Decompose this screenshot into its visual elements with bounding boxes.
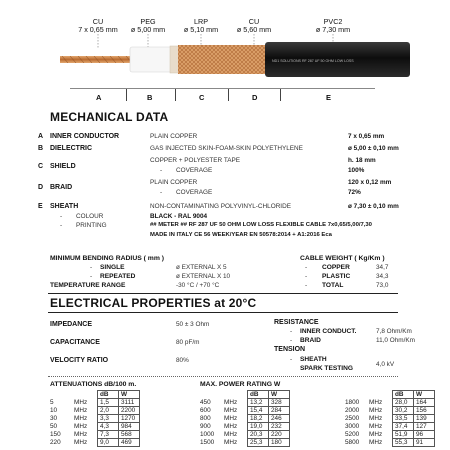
attenuation-db-cell: 20,3 bbox=[248, 431, 269, 439]
inner-conductor bbox=[60, 56, 135, 63]
colour-dash: - bbox=[60, 213, 63, 220]
power-w-cell: 232 bbox=[269, 423, 290, 431]
attenuation-db-cell: 7,3 bbox=[98, 431, 119, 439]
attenuation-db-cell: 19,0 bbox=[248, 423, 269, 431]
letter-e: E bbox=[326, 93, 332, 102]
repeated-dash: - bbox=[90, 273, 93, 280]
plastic-dash: - bbox=[305, 273, 308, 280]
table-row bbox=[98, 423, 140, 431]
frequency-unit: MHz bbox=[369, 439, 383, 446]
frequency-value: 900 bbox=[200, 423, 211, 430]
layer-name: PEG bbox=[140, 17, 156, 26]
single-dash: - bbox=[90, 264, 93, 271]
copper-value: 34,7 bbox=[376, 264, 389, 271]
frequency-value: 1800 bbox=[345, 399, 360, 406]
frequency-unit: MHz bbox=[369, 423, 383, 430]
letter-row-top bbox=[70, 88, 375, 89]
velocity-label: VELOCITY RATIO bbox=[50, 357, 109, 364]
electrical-title: ELECTRICAL PROPERTIES at 20°C bbox=[50, 296, 257, 310]
table-row bbox=[393, 399, 435, 407]
electrical-rule-top bbox=[48, 293, 398, 294]
impedance-label: IMPEDANCE bbox=[50, 321, 93, 328]
inner-dash: - bbox=[290, 328, 293, 335]
letter-divider bbox=[228, 89, 229, 101]
power-w-cell: 127 bbox=[414, 423, 435, 431]
table-row bbox=[393, 423, 435, 431]
attenuation-db-cell: 13,2 bbox=[248, 399, 269, 407]
repeated-value: ø EXTERNAL X 10 bbox=[176, 273, 231, 280]
frequency-value: 220 bbox=[50, 439, 61, 446]
w-column-header: W bbox=[414, 391, 435, 399]
mech-row-sub-dash: - bbox=[160, 189, 163, 196]
velocity-value: 80% bbox=[176, 357, 189, 364]
frequency-unit: MHz bbox=[224, 415, 238, 422]
single-label: SINGLE bbox=[100, 264, 125, 271]
printing-dash: - bbox=[60, 222, 63, 229]
power-w-cell: 328 bbox=[269, 399, 290, 407]
mech-row-sub-value: 72% bbox=[348, 189, 361, 196]
power-w-cell: 156 bbox=[414, 407, 435, 415]
power-w-cell: 469 bbox=[119, 439, 140, 447]
mech-row-value: ø 7,30 ± 0,10 mm bbox=[348, 203, 399, 210]
frequency-unit: MHz bbox=[224, 423, 238, 430]
frequency-unit: MHz bbox=[74, 407, 88, 414]
table-row bbox=[248, 407, 290, 415]
mech-row-value: 120 x 0,12 mm bbox=[348, 179, 392, 186]
frequency-value: 2500 bbox=[345, 415, 360, 422]
letter-divider bbox=[175, 89, 176, 101]
attenuation-db-cell: 18,2 bbox=[248, 415, 269, 423]
frequency-value: 5200 bbox=[345, 431, 360, 438]
frequency-value: 150 bbox=[50, 431, 61, 438]
power-w-cell: 180 bbox=[269, 439, 290, 447]
layer-name: PVC2 bbox=[323, 17, 343, 26]
tables-rule-top bbox=[48, 376, 398, 377]
frequency-unit: MHz bbox=[369, 399, 383, 406]
frequency-unit: MHz bbox=[224, 407, 238, 414]
table-row bbox=[98, 439, 140, 447]
spark-testing-label: SPARK TESTING bbox=[300, 365, 353, 372]
mech-row-value: ø 5,00 ± 0,10 mm bbox=[348, 145, 399, 152]
braid-dash: - bbox=[290, 337, 293, 344]
mech-row-label: INNER CONDUCTOR bbox=[50, 133, 120, 140]
attenuation-db-cell: 51,9 bbox=[393, 431, 414, 439]
table-row bbox=[98, 399, 140, 407]
mech-row-sub-dash: - bbox=[160, 167, 163, 174]
attenuation-db-cell: 2,0 bbox=[98, 407, 119, 415]
table-row bbox=[248, 423, 290, 431]
mechanical-data-title: MECHANICAL DATA bbox=[50, 110, 169, 124]
letter-divider bbox=[280, 89, 281, 101]
mech-row-label: SHEATH bbox=[50, 203, 79, 210]
attenuation-db-cell: 4,3 bbox=[98, 423, 119, 431]
frequency-unit: MHz bbox=[74, 423, 88, 430]
plastic-label: PLASTIC bbox=[322, 273, 351, 280]
mech-row-letter: E bbox=[38, 203, 43, 210]
letter-divider bbox=[126, 89, 127, 101]
frequency-unit: MHz bbox=[224, 439, 238, 446]
power-w-cell: 91 bbox=[414, 439, 435, 447]
layer-name: CU bbox=[92, 17, 104, 26]
cable-cross-section-illustration bbox=[0, 34, 450, 86]
w-column-header: W bbox=[119, 391, 140, 399]
letter-b: B bbox=[147, 93, 153, 102]
power-w-cell: 96 bbox=[414, 431, 435, 439]
mech-row-letter: B bbox=[38, 145, 44, 152]
frequency-unit: MHz bbox=[369, 431, 383, 438]
spark-testing-value: 4,0 kV bbox=[376, 361, 395, 368]
braid-res-value: 11,0 Ohm/Km bbox=[376, 337, 415, 344]
db-column-header: dB bbox=[393, 391, 414, 399]
resistance-label: RESISTANCE bbox=[274, 319, 319, 326]
frequency-value: 10 bbox=[50, 407, 58, 414]
electrical-rule-bottom bbox=[48, 312, 398, 313]
colour-label: COLOUR bbox=[76, 213, 104, 220]
frequency-table bbox=[247, 390, 290, 447]
attenuation-db-cell: 55,3 bbox=[393, 439, 414, 447]
power-w-cell: 139 bbox=[414, 415, 435, 423]
table-header-row bbox=[393, 391, 435, 399]
frequency-unit: MHz bbox=[224, 431, 238, 438]
mech-row-letter: D bbox=[38, 184, 44, 191]
frequency-unit: MHz bbox=[369, 407, 383, 414]
frequency-value: 450 bbox=[200, 399, 211, 406]
frequency-value: 50 bbox=[50, 423, 58, 430]
temperature-value: -30 °C / +70 °C bbox=[176, 282, 220, 289]
sheath-dash: - bbox=[290, 356, 293, 363]
mech-row-sub-value: 100% bbox=[348, 167, 365, 174]
power-w-cell: 220 bbox=[269, 431, 290, 439]
w-column-header: W bbox=[269, 391, 290, 399]
frequency-value: 1000 bbox=[200, 431, 215, 438]
power-w-cell: 284 bbox=[269, 407, 290, 415]
table-row bbox=[248, 399, 290, 407]
frequency-unit: MHz bbox=[74, 431, 88, 438]
mech-row-letter: C bbox=[38, 163, 44, 170]
frequency-value: 600 bbox=[200, 407, 211, 414]
inner-conduct-label: INNER CONDUCT. bbox=[300, 328, 357, 335]
capacitance-label: CAPACITANCE bbox=[50, 339, 100, 346]
layer-dim: ø 7,30 mm bbox=[315, 25, 351, 34]
attenuation-db-cell: 28,0 bbox=[393, 399, 414, 407]
power-w-cell: 568 bbox=[119, 431, 140, 439]
attenuation-db-cell: 3,3 bbox=[98, 415, 119, 423]
frequency-value: 30 bbox=[50, 415, 58, 422]
attenuation-db-cell: 15,4 bbox=[248, 407, 269, 415]
attenuation-db-cell: 25,3 bbox=[248, 439, 269, 447]
power-w-cell: 3111 bbox=[119, 399, 140, 407]
table-row bbox=[98, 415, 140, 423]
mech-row-value: 7 x 0,65 mm bbox=[348, 133, 385, 140]
attenuation-db-cell: 33,5 bbox=[393, 415, 414, 423]
attenuations-title: ATTENUATIONS dB/100 m. bbox=[50, 381, 137, 388]
power-w-cell: 246 bbox=[269, 415, 290, 423]
layer-label-pvc2 bbox=[305, 18, 361, 34]
db-column-header: dB bbox=[248, 391, 269, 399]
capacitance-value: 80 pF/m bbox=[176, 339, 200, 346]
mech-row-desc: NON-CONTAMINATING POLYVINYL-CHLORIDE bbox=[150, 203, 291, 210]
frequency-value: 800 bbox=[200, 415, 211, 422]
cable-weight-title: CABLE WEIGHT ( Kg/Km ) bbox=[300, 255, 385, 262]
power-w-cell: 164 bbox=[414, 399, 435, 407]
db-column-header: dB bbox=[98, 391, 119, 399]
mech-row-letter: A bbox=[38, 133, 44, 140]
total-label: TOTAL bbox=[322, 282, 344, 289]
repeated-label: REPEATED bbox=[100, 273, 136, 280]
frequency-unit: MHz bbox=[369, 415, 383, 422]
layer-dim: ø 5,00 mm bbox=[130, 25, 166, 34]
power-rating-title: MAX. POWER RATING W bbox=[200, 381, 281, 388]
power-w-cell: 2200 bbox=[119, 407, 140, 415]
mech-row-desc: GAS INJECTED SKIN-FOAM-SKIN POLYETHYLENE bbox=[150, 145, 303, 152]
table-header-row bbox=[248, 391, 290, 399]
table-row bbox=[393, 439, 435, 447]
mech-row-value: h. 18 mm bbox=[348, 157, 376, 164]
printing-label: PRINTING bbox=[76, 222, 107, 229]
frequency-table bbox=[392, 390, 435, 447]
layer-name: LRP bbox=[194, 17, 208, 26]
layer-dim: 7 x 0,65 mm bbox=[78, 25, 118, 34]
power-w-cell: 1270 bbox=[119, 415, 140, 423]
bending-title: MINIMUM BENDING RADIUS ( mm ) bbox=[50, 255, 165, 262]
frequency-value: 2000 bbox=[345, 407, 360, 414]
table-row bbox=[393, 415, 435, 423]
layer-name: CU bbox=[248, 17, 260, 26]
frequency-unit: MHz bbox=[74, 439, 88, 446]
temperature-label: TEMPERATURE RANGE bbox=[50, 282, 126, 289]
printing-line-2: MADE IN ITALY CE 56 WEEK/YEAR EN 50578:2014 + A1:2016 Eca bbox=[150, 232, 332, 238]
letter-c: C bbox=[199, 93, 205, 102]
braid-res-label: BRAID bbox=[300, 337, 321, 344]
copper-braid bbox=[178, 45, 274, 74]
table-row bbox=[248, 439, 290, 447]
inner-conduct-value: 7,8 Ohm/Km bbox=[376, 328, 412, 335]
plastic-value: 34,3 bbox=[376, 273, 389, 280]
frequency-value: 1500 bbox=[200, 439, 215, 446]
mech-row-label: DIELECTRIC bbox=[50, 145, 92, 152]
printing-line-1: ## METER ## RF 287 UF 50 OHM LOW LOSS FLEXIBLE CABLE 7x0,65/5,00/7,30 bbox=[150, 222, 372, 228]
total-value: 73,0 bbox=[376, 282, 389, 289]
layer-label-peg bbox=[124, 18, 172, 34]
attenuation-db-cell: 37,4 bbox=[393, 423, 414, 431]
layer-dim: ø 5,60 mm bbox=[236, 25, 272, 34]
attenuation-db-cell: 9,0 bbox=[98, 439, 119, 447]
frequency-value: 5800 bbox=[345, 439, 360, 446]
jacket-print: ND1 SOLUTIONS RF 287 UF 50 OHM LOW LOSS bbox=[272, 59, 354, 63]
mech-row-desc: PLAIN COPPER bbox=[150, 179, 198, 186]
frequency-unit: MHz bbox=[74, 399, 88, 406]
attenuation-db-cell: 1,5 bbox=[98, 399, 119, 407]
mech-row-label: SHIELD bbox=[50, 163, 76, 170]
table-row bbox=[393, 407, 435, 415]
frequency-value: 5 bbox=[50, 399, 54, 406]
mech-row-label: BRAID bbox=[50, 184, 73, 191]
letter-d: D bbox=[252, 93, 258, 102]
layer-label-lrp bbox=[177, 18, 225, 34]
frequency-unit: MHz bbox=[74, 415, 88, 422]
power-w-cell: 984 bbox=[119, 423, 140, 431]
mech-row-sub-desc: COVERAGE bbox=[176, 167, 213, 174]
frequency-value: 3000 bbox=[345, 423, 360, 430]
mech-row-desc: COPPER + POLYESTER TAPE bbox=[150, 157, 241, 164]
layer-label-cu-inner bbox=[70, 18, 126, 34]
total-dash: - bbox=[305, 282, 308, 289]
table-row bbox=[248, 415, 290, 423]
frequency-table bbox=[97, 390, 140, 447]
table-row bbox=[98, 407, 140, 415]
copper-label: COPPER bbox=[322, 264, 350, 271]
copper-dash: - bbox=[305, 264, 308, 271]
table-row bbox=[98, 431, 140, 439]
table-header-row bbox=[98, 391, 140, 399]
tension-label: TENSION bbox=[274, 346, 306, 353]
single-value: ø EXTERNAL X 5 bbox=[176, 264, 227, 271]
mech-row-sub-desc: COVERAGE bbox=[176, 189, 213, 196]
attenuation-db-cell: 30,2 bbox=[393, 407, 414, 415]
table-row bbox=[248, 431, 290, 439]
impedance-value: 50 ± 3 Ohm bbox=[176, 321, 210, 328]
table-row bbox=[393, 431, 435, 439]
mech-row-desc: PLAIN COPPER bbox=[150, 133, 198, 140]
sheath-label: SHEATH bbox=[300, 356, 327, 363]
letter-a: A bbox=[96, 93, 102, 102]
colour-value: BLACK - RAL 9004 bbox=[150, 213, 208, 220]
layer-label-cu-braid bbox=[230, 18, 278, 34]
frequency-unit: MHz bbox=[224, 399, 238, 406]
layer-dim: ø 5,10 mm bbox=[183, 25, 219, 34]
